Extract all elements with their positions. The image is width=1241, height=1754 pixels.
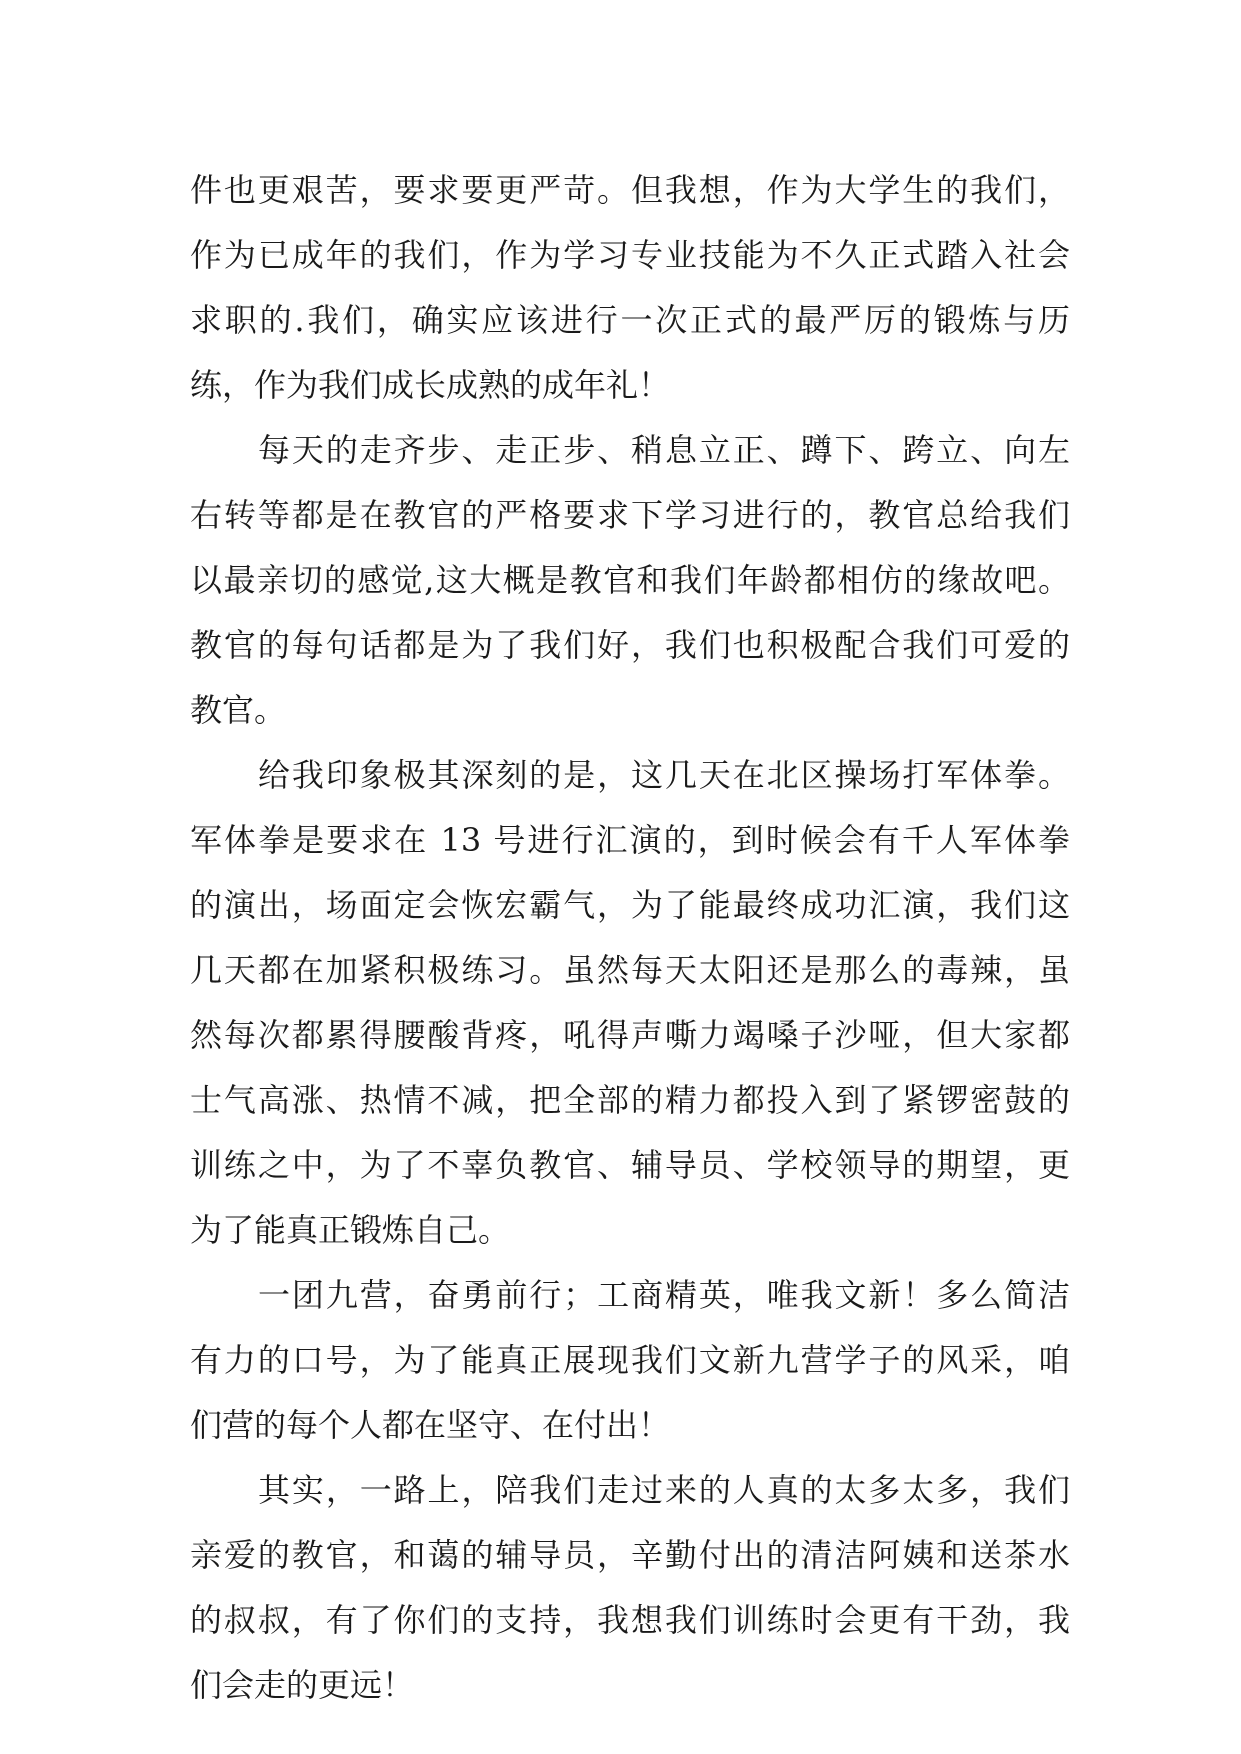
text-line: 给我印象极其深刻的是，这几天在北区操场打军体拳。 [258, 756, 1070, 794]
text-line: 亲爱的教官，和蔼的辅导员，辛勤付出的清洁阿姨和送茶水 [190, 1536, 1070, 1574]
text-line: 的演出，场面定会恢宏霸气，为了能最终成功汇演，我们这 [190, 886, 1070, 924]
text-line: 几天都在加紧积极练习。虽然每天太阳还是那么的毒辣，虽 [190, 951, 1070, 989]
text-line: 有力的口号，为了能真正展现我们文新九营学子的风采，咱 [190, 1341, 1070, 1379]
text-line: 右转等都是在教官的严格要求下学习进行的，教官总给我们 [190, 496, 1070, 534]
text-line: 件也更艰苦，要求要更严苛。但我想，作为大学生的我们， [190, 171, 1070, 209]
text-line: 求职的.我们，确实应该进行一次正式的最严厉的锻炼与历 [190, 301, 1070, 339]
text-line: 每天的走齐步、走正步、稍息立正、蹲下、跨立、向左 [258, 431, 1070, 469]
text-line: 们会走的更远！ [190, 1666, 415, 1704]
text-line: 的叔叔，有了你们的支持，我想我们训练时会更有干劲，我 [190, 1601, 1070, 1639]
body-text [190, 158, 1070, 1718]
text-line: 训练之中，为了不辜负教官、辅导员、学校领导的期望，更 [190, 1146, 1070, 1184]
text-line: 一团九营，奋勇前行；工商精英，唯我文新！多么简洁 [258, 1276, 1070, 1314]
text-line: 士气高涨、热情不减，把全部的精力都投入到了紧锣密鼓的 [190, 1081, 1070, 1119]
text-line: 以最亲切的感觉,这大概是教官和我们年龄都相仿的缘故吧。 [190, 561, 1070, 599]
text-line: 教官。 [190, 691, 287, 729]
text-line: 练，作为我们成长成熟的成年礼！ [190, 366, 671, 404]
text-line: 教官的每句话都是为了我们好，我们也积极配合我们可爱的 [190, 626, 1070, 664]
text-line: 们营的每个人都在坚守、在付出！ [190, 1406, 671, 1444]
text-line: 其实，一路上，陪我们走过来的人真的太多太多，我们 [258, 1471, 1070, 1509]
text-line: 军体拳是要求在 13 号进行汇演的，到时候会有千人军体拳 [190, 821, 1070, 859]
text-line: 为了能真正锻炼自己。 [190, 1211, 511, 1249]
text-line: 然每次都累得腰酸背疼，吼得声嘶力竭嗓子沙哑，但大家都 [190, 1016, 1070, 1054]
text-line: 作为已成年的我们，作为学习专业技能为不久正式踏入社会 [190, 236, 1070, 274]
